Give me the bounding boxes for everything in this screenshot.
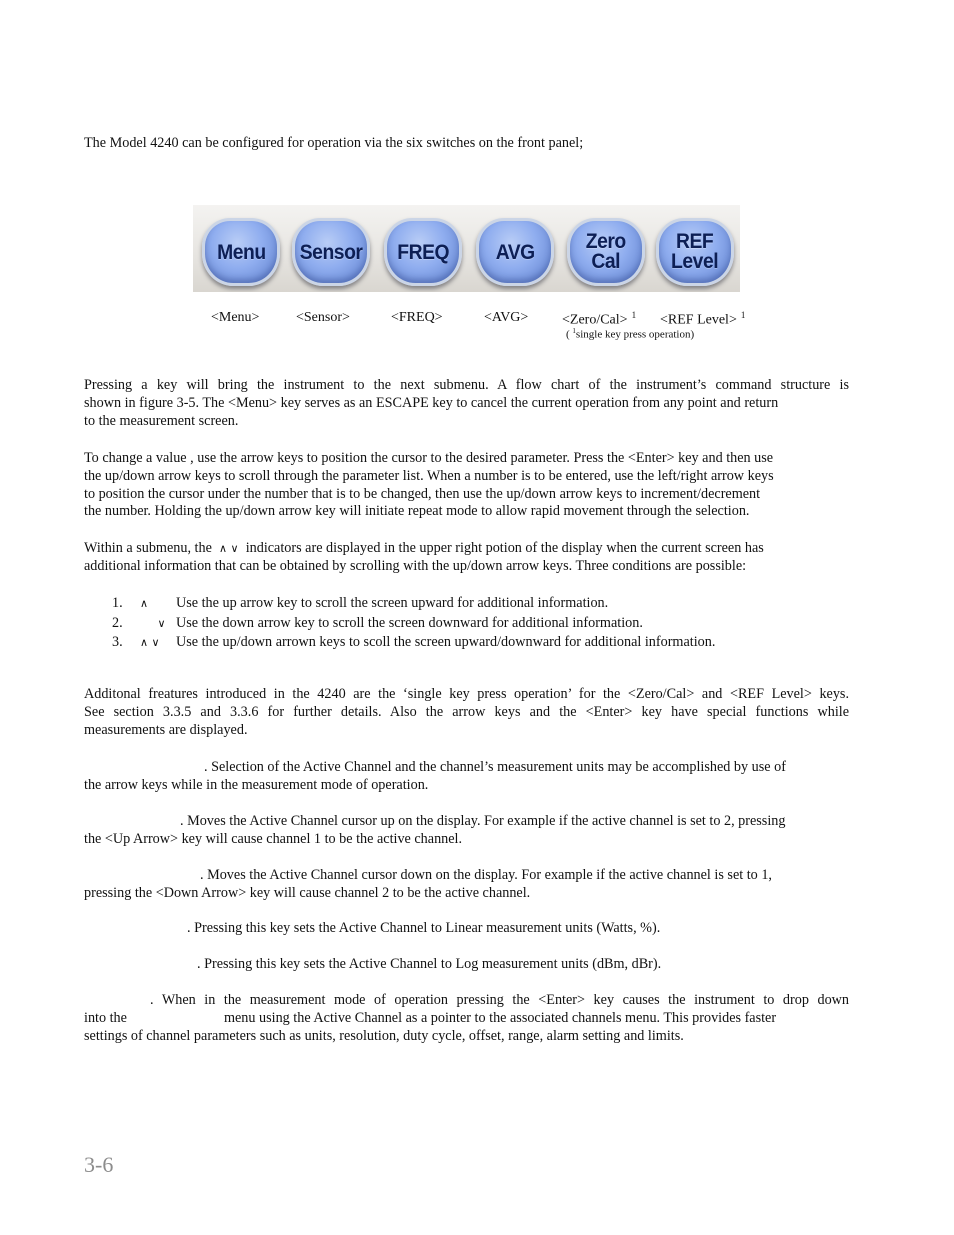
- menu-key-image: Menu: [202, 218, 280, 286]
- down-indicator-icon: ∨: [140, 617, 166, 630]
- up-down-indicator-icon: ∧ ∨: [140, 636, 160, 649]
- paragraph-change-value: To change a value , use the arrow keys to position the cursor to the desired parameter. Press the <Enter> key and then use the up/down arrow keys to scroll through the parameter list. When a number is to be entered, use the left/right arrow keys to position the cursor under the number that is to be changed, then use the up/down arrow keys to increment/decrement the number. Holding the up/down arrow key will initiate repeat mode to allow rapid movement through the selection.: [84, 450, 774, 520]
- paragraph-up-arrow: . Moves the Active Channel cursor up on the display. For example if the active channel is set to 2, pressing the <Up Arrow> key will cause channel 1 to be the active channel.: [84, 813, 786, 847]
- front-panel-keys-photo: [193, 205, 740, 292]
- scroll-indicator-icon: ∧ ∨: [218, 542, 239, 555]
- sensor-key-image: Sensor: [292, 218, 370, 286]
- ref-level-key-image: REF Level: [656, 218, 734, 286]
- freq-key-image: FREQ: [384, 218, 462, 286]
- key-label-ref-level: <REF Level> $^1$: [660, 310, 746, 328]
- paragraph-indicators: Within a submenu, the ∧ ∨ indicators are displayed in the upper right potion of the display when the current screen has additional information that can be obtained by scrolling with the up/down arrow keys. Three conditions are possible:: [84, 540, 764, 574]
- key-label-zero-cal: <Zero/Cal> $^1$: [562, 310, 637, 328]
- up-indicator-icon: ∧: [140, 597, 149, 610]
- key-label-avg: <AVG>: [484, 310, 529, 325]
- paragraph-linear-units: . Pressing this key sets the Active Channel to Linear measurement units (Watts, %).: [187, 920, 661, 936]
- paragraph-selection: . Selection of the Active Channel and the channel’s measurement units may be accomplished by use of the arrow keys while in the measurement mode of operation.: [84, 759, 786, 793]
- paragraph-submenu: Pressing a key will bring the instrument to the next submenu. A flow chart of the instrument’s command structure is shown in figure 3-5. The <Menu> key serves as an ESCAPE key to cancel the current operation from any point and return to the measurement screen.: [84, 377, 849, 429]
- footnote: ( $^1$single key press operation): [566, 327, 695, 341]
- avg-key-image: AVG: [476, 218, 554, 286]
- paragraph-down-arrow: . Moves the Active Channel cursor down on the display. For example if the active channel is set to 1, pressing the <Down Arrow> key will cause channel 2 to be the active channel.: [84, 867, 772, 901]
- zero-cal-key-image: Zero Cal: [567, 218, 645, 286]
- paragraph-features: Additonal freatures introduced in the 4240 are the ‘single key press operation’ for the <Zero/Cal> and <REF Level> keys. See section 3.3.5 and 3.3.6 for further details. Also the arrow keys and the <Enter> key have special functions while measurements are displayed.: [84, 686, 849, 738]
- paragraph-log-units: . Pressing this key sets the Active Channel to Log measurement units (dBm, dBr).: [197, 956, 662, 972]
- key-label-menu: <Menu>: [211, 310, 260, 325]
- intro-text: The Model 4240 can be configured for operation via the six switches on the front panel;: [84, 135, 584, 151]
- key-label-freq: <FREQ>: [391, 310, 443, 325]
- page-number: 3-6: [84, 1152, 114, 1177]
- paragraph-enter: . When in the measurement mode of operation pressing the <Enter> key causes the instrument to drop down into the menu using the Active Channel as a pointer to the associated channels menu. This provides faster settings of channel parameters such as units, resolution, duty cycle, offset, range, alarm setting and limits.: [84, 992, 849, 1044]
- key-label-sensor: <Sensor>: [296, 310, 350, 325]
